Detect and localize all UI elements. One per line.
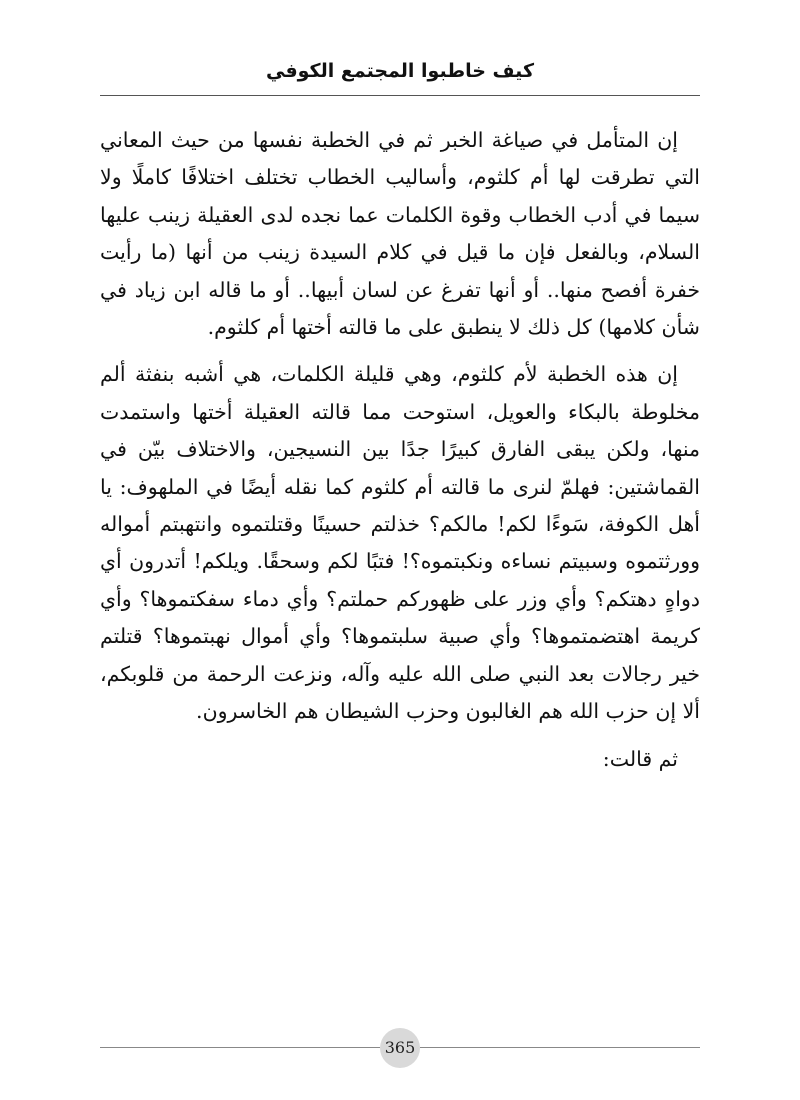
footer-rule-right [420,1047,700,1048]
header-rule [100,95,700,96]
running-header-title: كيف خاطبوا المجتمع الكوفي [265,60,534,82]
paragraph-3: ثم قالت: [602,746,678,771]
paragraph-2: إن هذه الخطبة لأم كلثوم، وهي قليلة الكلمات، هي أشبه بنفثة ألم مخلوطة بالبكاء والعويل، استوحت مما قالته العقيلة أختها واستمدت منها، ولكن يبقى الفارق كبيرًا جدًا بين النسيجين، والاختلاف بيّن في القماشتين: فهلمّ لنرى ما قالته أم كلثوم كما نقله أيضًا في الملهوف: يا أهل الكوفة، سَوءًا لكم! مالكم؟ خذلتم حسينًا وقتلتموه وانتهبتم أمواله وورثتموه وسبيتم نساءه ونكبتموه؟! فتبًا لكم وسحقًا. ويلكم! أتدرون أي دواهٍ دهتكم؟ وأي وزر على ظهوركم حملتم؟ وأي دماء سفكتموها؟ وأي كريمة اهتضمتموها؟ وأي صبية سلبتموها؟ وأي أموال نهبتموها؟ قتلتم خير رجالات بعد النبي صلى الله عليه وآله، ونزعت الرحمة من قلوبكم، ألا إن حزب الله هم الغالبون وحزب الشيطان هم الخاسرون. [100,362,700,724]
body-text [100,122,700,778]
page-footer [100,1028,700,1068]
page-number: 365 [380,1028,420,1068]
paragraph-1: إن المتأمل في صياغة الخبر ثم في الخطبة نفسها من حيث المعاني التي تطرقت لها أم كلثوم، وأساليب الخطاب تختلف اختلافًا كاملًا ولا سيما في أدب الخطاب وقوة الكلمات عما نجده لدى العقيلة زينب عليها السلام، وبالفعل فإن ما قيل في كلام السيدة زينب من أنها (ما رأيت خفرة أفصح منها.. أو أنها تفرغ عن لسان أبيها.. أو ما قاله ابن زياد في شأن كلامها) كل ذلك لا ينطبق على ما قالته أختها أم كلثوم. [100,128,700,340]
footer-rule-left [100,1047,380,1048]
